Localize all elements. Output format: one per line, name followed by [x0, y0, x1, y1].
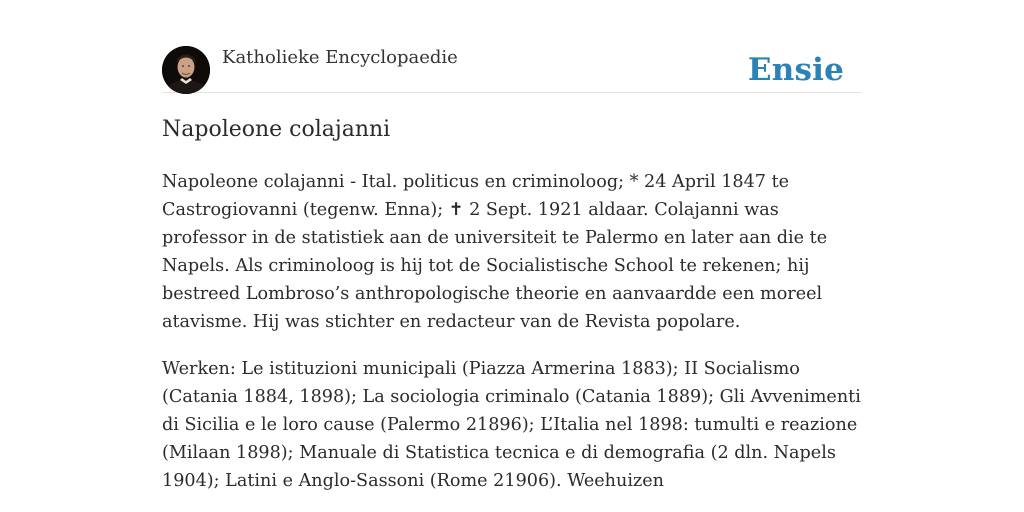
portrait-avatar-icon[interactable]	[162, 46, 210, 94]
article-title: Napoleone colajanni	[162, 117, 391, 142]
source-title[interactable]: Katholieke Encyclopaedie	[222, 47, 458, 68]
article-paragraph: Napoleone colajanni - Ital. politicus en criminoloog; * 24 April 1847 te Castrogiovanni (tegenw. Enna); ✝ 2 Sept. 1921 aldaar. Colajanni was professor in de statistiek aan de universiteit te Palermo en later aan die te Napels. Als criminoloog is hij tot de Socialistische School te rekenen; hij bestreed Lombroso’s anthropologische theorie en aanvaardde een moreel atavisme. Hij was stichter en redacteur van de Revista popolare.	[162, 172, 828, 332]
site-header	[162, 46, 862, 93]
article-paragraph-works: Werken: Le istituzioni municipali (Piazza Armerina 1883); II Socialismo (Catania 1884, 1898); La sociologia criminalo (Catania 1889); Gli Avvenimenti di Sicilia e le loro cause (Palermo 21896); L’Italia nel 1898: tumulti e reazione (Milaan 1898); Manuale di Statistica tecnica e di demografia (2 dln. Napels 1904); Latini e Anglo-Sassoni (Rome 21906). Weehuizen	[162, 359, 861, 491]
article-body	[162, 168, 864, 512]
brand-logo[interactable]: Ensie	[747, 52, 844, 88]
